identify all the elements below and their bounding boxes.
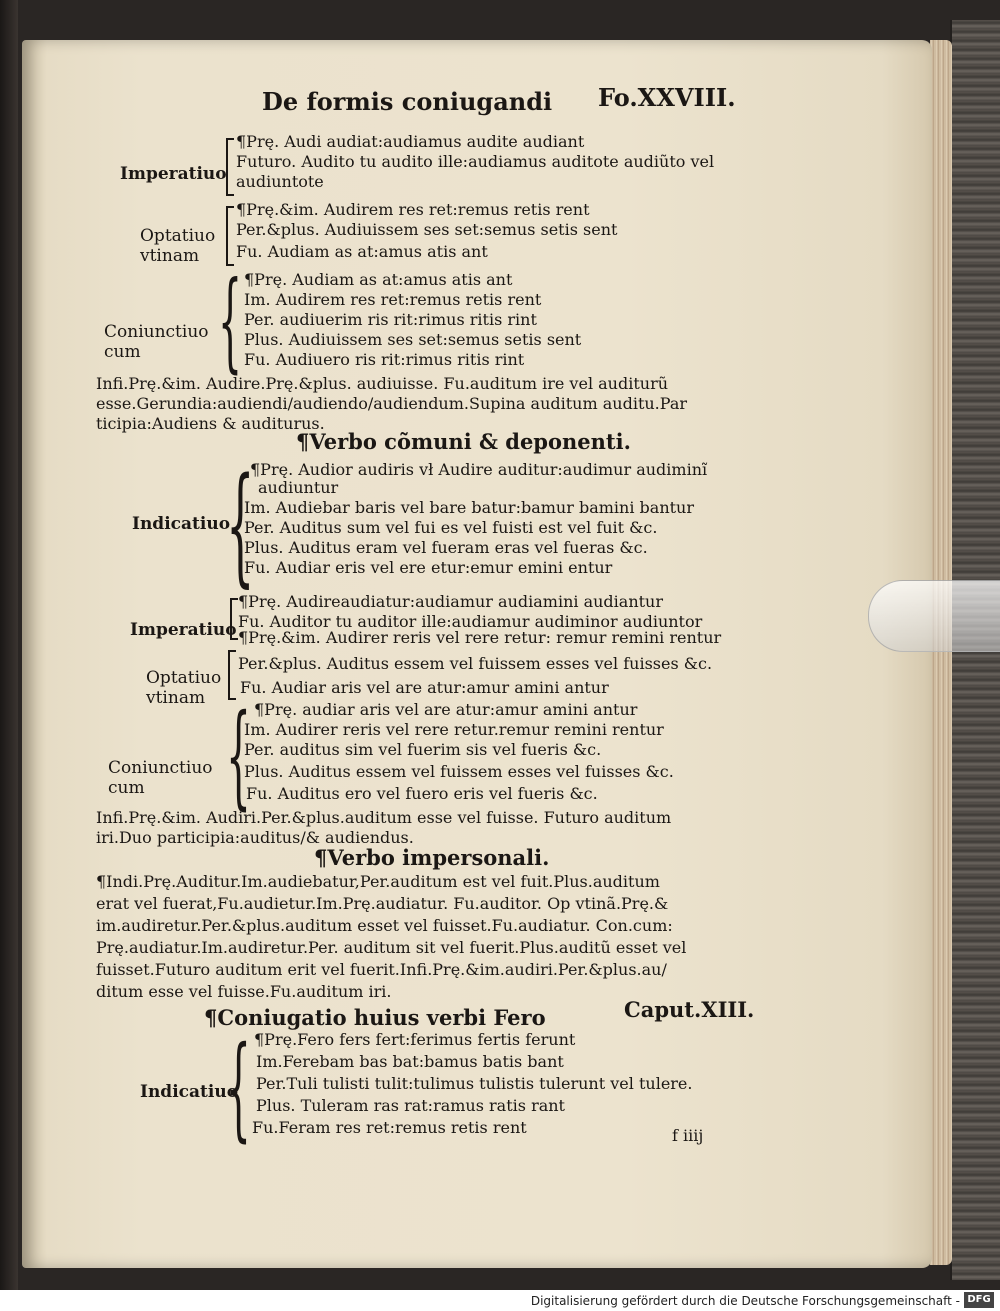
mood-label: Indicatiuo — [140, 1082, 239, 1102]
mood-label: Optatiuo — [146, 668, 222, 688]
conjugation-line: Per. auditus sim vel fuerim sis vel fueris &c. — [244, 740, 602, 759]
conjugation-line: Plus. Auditus eram vel fueram eras vel fueras &c. — [244, 538, 648, 557]
dfg-logo-icon: DFG — [964, 1292, 994, 1308]
conjugation-line: Fu. Audiar aris vel are atur:amur amini antur — [240, 678, 609, 697]
conjugation-line: Per.&plus. Auditus essem vel fuissem esses vel fuisses &c. — [238, 654, 713, 673]
conjugation-line: Per. Auditus sum vel fui es vel fuisti est vel fuit &c. — [244, 518, 658, 537]
conjugation-line: audiuntote — [236, 172, 324, 191]
conjugation-line: Plus. Auditus essem vel fuissem esses vel fuisses &c. — [244, 762, 674, 781]
conjugation-line: audiuntur — [258, 478, 339, 497]
section-heading: ¶Coniugatio huius verbi Fero — [204, 1005, 546, 1030]
paragraph-line: Infi.Prę.&im. Audire.Prę.&plus. audiuisse. Fu.auditum ire vel auditurũ — [96, 374, 669, 393]
page-edges — [930, 40, 952, 1265]
conjugation-line: ¶Prę.&im. Audirer reris vel rere retur: remur remini rentur — [238, 628, 722, 647]
conjugation-line: ¶Prę. Audireaudiatur:audiamur audiamini audiantur — [238, 592, 664, 611]
conjugation-line: Per.Tuli tulisti tulit:tulimus tulistis tulerunt vel tulere. — [256, 1074, 693, 1093]
paragraph-line: Prę.audiatur.Im.audiretur.Per. auditum sit vel fuerit.Plus.auditũ esset vel — [96, 938, 687, 957]
paragraph-line: ¶Indi.Prę.Auditur.Im.audiebatur,Per.auditum est vel fuit.Plus.auditum — [96, 872, 660, 891]
conjugation-line: Fu. Audiam as at:amus atis ant — [236, 242, 488, 261]
conjugation-line: Im. Audirem res ret:remus retis rent — [244, 290, 542, 309]
chapter-number: Caput.XIII. — [624, 997, 755, 1022]
mood-label: Imperatiuo — [130, 620, 237, 640]
paragraph-line: iri.Duo participia:auditus/& audiendus. — [96, 828, 414, 847]
conjugation-line: ¶Prę. audiar aris vel are atur:amur amini antur — [254, 700, 638, 719]
running-title: De formis coniugandi — [262, 87, 553, 116]
conjugation-line: ¶Prę. Audior audiris vł Audire auditur:audimur audiminĩ — [250, 460, 708, 479]
section-heading: ¶Verbo impersonali. — [314, 845, 550, 870]
curly-brace: { — [226, 1023, 251, 1153]
mood-label: Indicatiuo — [132, 514, 231, 534]
footer-credit: Digitalisierung gefördert durch die Deutsche Forschungsgemeinschaft - — [530, 1294, 960, 1308]
conjugation-line: Im. Audirer reris vel rere retur.remur remini rentur — [244, 720, 664, 739]
conjugation-line: Im. Audiebar baris vel bare batur:bamur bamini bantur — [244, 498, 694, 517]
paragraph-line: fuisset.Futuro auditum erit vel fuerit.Infi.Prę.&im.audiri.Per.&plus.au/ — [96, 960, 667, 979]
mood-label: cum — [104, 342, 141, 362]
paragraph-line: esse.Gerundia:audiendi/audiendo/audiendum.Supina auditum auditu.Par — [96, 394, 687, 413]
curly-brace: { — [226, 691, 251, 821]
paragraph-line: im.audiretur.Per.&plus.auditum esset vel fuisset.Fu.audiatur. Con.cum: — [96, 916, 673, 935]
mood-label: Imperatiuo — [120, 164, 227, 184]
bracket — [226, 138, 234, 196]
conjugation-line: Futuro. Audito tu audito ille:audiamus auditote audiũto vel — [236, 152, 715, 171]
conjugation-line: ¶Prę. Audiam as at:amus atis ant — [244, 270, 513, 289]
conjugation-line: Fu.Feram res ret:remus retis rent — [252, 1118, 527, 1137]
bracket — [226, 206, 234, 266]
mood-label: Coniunctiuo — [108, 758, 213, 778]
conjugation-line: Per.&plus. Audiuissem ses set:semus setis sent — [236, 220, 618, 239]
folio-number: Fo.XXVIII. — [598, 83, 736, 112]
book-cover-left — [0, 0, 18, 1290]
mood-label: vtinam — [140, 246, 200, 266]
paragraph-line: Infi.Prę.&im. Audiri.Per.&plus.auditum esse vel fuisse. Futuro auditum — [96, 808, 672, 827]
paragraph-line: ditum esse vel fuisse.Fu.auditum iri. — [96, 982, 392, 1001]
conjugation-line: Plus. Audiuissem ses set:semus setis sent — [244, 330, 582, 349]
conjugation-line: ¶Prę.Fero fers fert:ferimus fertis ferunt — [254, 1030, 576, 1049]
conjugation-line: Per. audiuerim ris rit:rimus ritis rint — [244, 310, 537, 329]
conjugation-line: Fu. Auditus ero vel fuero eris vel fueris &c. — [246, 784, 598, 803]
mood-label: cum — [108, 778, 145, 798]
conjugation-line: ¶Prę.&im. Audirem res ret:remus retis rent — [236, 200, 590, 219]
paragraph-line: erat vel fuerat,Fu.audietur.Im.Prę.audiatur. Fu.auditor. Op vtinã.Prę.& — [96, 894, 669, 913]
conjugation-line: ¶Prę. Audi audiat:audiamus audite audiant — [236, 132, 585, 151]
page-clip — [868, 580, 1000, 652]
mood-label: Coniunctiuo — [104, 322, 209, 342]
mood-label: vtinam — [146, 688, 206, 708]
conjugation-line: Plus. Tuleram ras rat:ramus ratis rant — [256, 1096, 565, 1115]
curly-brace: { — [218, 259, 243, 384]
conjugation-line: Fu. Audiar eris vel ere etur:emur emini entur — [244, 558, 613, 577]
curly-brace: { — [226, 451, 255, 600]
mood-label: Optatiuo — [140, 226, 216, 246]
signature-mark: f iiij — [672, 1126, 704, 1145]
conjugation-line: Fu. Audiuero ris rit:rimus ritis rint — [244, 350, 525, 369]
conjugation-line: Im.Ferebam bas bat:bamus batis bant — [256, 1052, 564, 1071]
section-heading: ¶Verbo cõmuni & deponenti. — [296, 429, 631, 454]
paragraph-line: ticipia:Audiens & auditurus. — [96, 414, 325, 433]
conjugation-line: Fu. Auditor tu auditor ille:audiamur audiminor audiuntor — [238, 612, 703, 631]
